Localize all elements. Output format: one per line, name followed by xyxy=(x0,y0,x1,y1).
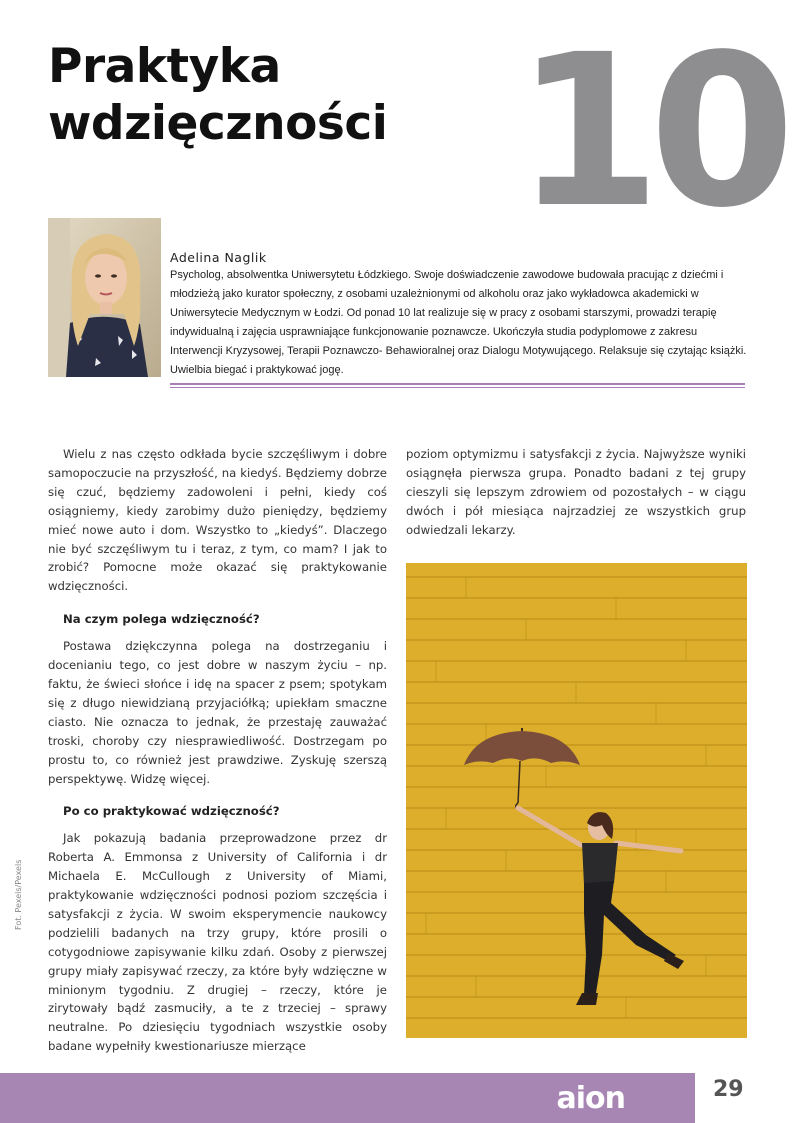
author-bio: Psycholog, absolwentka Uniwersytetu Łódzkiego. Swoje doświadczenie zawodowe budowała pracując z dziećmi i młodzieżą jako kurator społeczny, z osobami uzależnionymi od alkoholu oraz jako wykładowca akademicki w Uniwersytecie Medycznym w Łodzi. Od ponad 10 lat realizuje się w pracy z osobami starszymi, prowadzi terapię indywidualną i zajęcia usprawniające funkcjonowanie poznawcze. Ukończyła studia podyplomowe z zakresu Interwencji Kryzysowej, Terapii Poznawczo- Behawioralnej oraz Dialogu Motywującego. Relaksuje się czytając książki. Uwielbia biegać i praktykować jogę. xyxy=(170,269,747,376)
paragraph: Postawa dziękczynna polega na dostrzeganiu i docenianiu tego, co jest dobre w naszym życiu – np. faktu, że świeci słońce i idę na spacer z psem; spotykam się z długo niewidzianą przyjaciółką; upiekłam smaczne ciasto. Nie oznacza to jednak, że przestaję zauważać troski, choroby czy niesprawiedliwość. Dostrzegam po prostu to, co również jest prawdziwe. Zyskuję szerszą perspektywę. Widzę więcej. xyxy=(48,639,387,786)
article-title xyxy=(48,38,387,152)
brand-logo: aion xyxy=(556,1081,625,1116)
section-divider xyxy=(170,383,745,385)
page-number: 29 xyxy=(713,1077,744,1102)
title-line-2: wdzięczności xyxy=(48,96,388,151)
title-line-1: Praktyka xyxy=(48,39,281,94)
article-column-right xyxy=(406,445,746,540)
subheading: Po co praktykować wdzięczność? xyxy=(63,804,280,819)
subheading: Na czym polega wdzięczność? xyxy=(63,612,260,627)
umbrella-woman-photo xyxy=(406,563,747,1038)
paragraph: Wielu z nas często odkłada bycie szczęśliwym i dobre samopoczucie na przyszłość, na kiedyś. Będziemy dobrze się czuć, będziemy zadowoleni i pełni, kiedy coś osiągniemy, kiedy zarobimy dużo pieniędzy, będziemy mieć nowe auto i dom. Wszystko to „kiedyś”. Dlaczego nie być szczęśliwym tu i teraz, z tym, co mam? I jak to zrobić? Pomocne może okazać się praktykowanie wdzięczności. xyxy=(48,447,387,594)
section-divider-thin xyxy=(170,387,745,388)
author-photo xyxy=(48,218,161,377)
photo-credit: Fot. Pexels/Pexels xyxy=(14,859,23,930)
article-column-left xyxy=(48,445,387,1056)
footer-bar xyxy=(0,1073,695,1123)
paragraph: Jak pokazują badania przeprowadzone przez dr Roberta A. Emmonsa z University of California i dr Michaela E. McCullough z University of Miami, praktykowanie wdzięczności podnosi poziom szczęścia i satysfakcji z życia. W swoim eksperymencie naukowcy podzielili badanych na trzy grupy, które prosili o cotygodniowe zapisywanie kilku zdań. Osoby z pierwszej grupy miały zapisywać rzeczy, za które były wdzięczne w minionym tygodniu. Z drugiej – rzeczy, które je zirytowały bądź zasmuciły, a te z trzeciej – sprawy neutralne. Po dziesięciu tygodniach wszystkie osoby badane wypełniły kwestionariusze mierzące xyxy=(48,831,387,1054)
author-name: Adelina Naglik xyxy=(170,250,267,265)
article-number: 10 xyxy=(515,9,784,254)
paragraph: poziom optymizmu i satysfakcji z życia. Najwyższe wyniki osiągnęła pierwsza grupa. Ponadto badani z tej grupy cieszyli się lepszym zdrowiem od pozostałych – w ciągu dwóch i pół miesiąca najrzadziej ze wszystkich grup odwiedzali lekarzy. xyxy=(406,447,746,537)
